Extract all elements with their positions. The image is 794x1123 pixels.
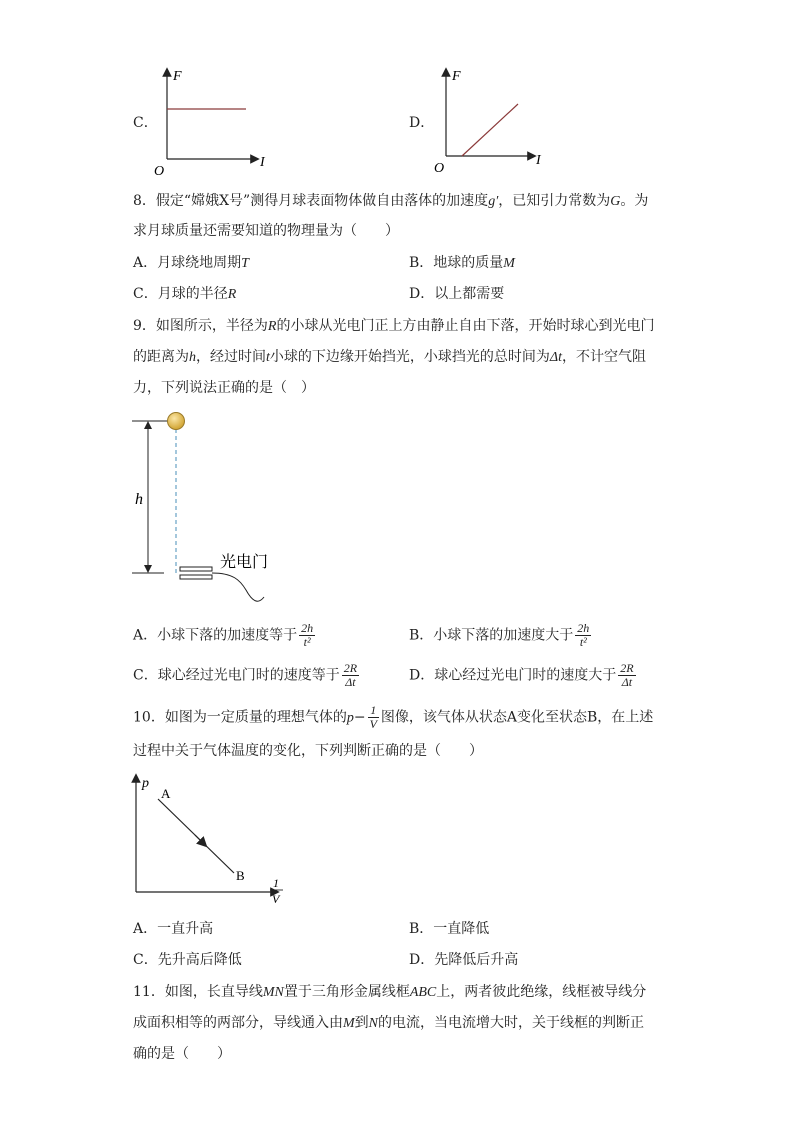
- q10-option-b[interactable]: B．一直降低: [409, 921, 490, 937]
- origin-label: O: [154, 164, 165, 179]
- q8-option-a[interactable]: A．月球绕地周期T: [133, 255, 249, 271]
- x-axis-label-den: V: [272, 892, 280, 906]
- origin-label: O: [434, 161, 445, 176]
- graph-line: [462, 104, 518, 156]
- photogate-lower-arm: [180, 575, 212, 579]
- q7-option-d-label: D．: [409, 115, 435, 131]
- q7-graph-d: [432, 64, 562, 179]
- q9-option-d[interactable]: D．球心经过光电门时的速度大于 $\frac{2R}{\Delta t}$: [409, 661, 634, 689]
- q8-option-b[interactable]: B．地球的质量M: [409, 255, 515, 271]
- q11-stem-line2: 成面积相等的两部分，导线通入由M到N的电流，当电流增大时，关于线框的判断正: [133, 1015, 645, 1031]
- photogate-upper-arm: [180, 567, 212, 571]
- q11-stem-line1: 11．如图，长直导线MN置于三角形金属线框ABC上，两者彼此绝缘，线框被导线分: [133, 984, 647, 1000]
- q10-stem-line2: 过程中关于气体温度的变化，下列判断正确的是（ ）: [133, 743, 483, 759]
- x-axis-label-num: 1: [273, 876, 279, 890]
- q9-stem-line2: 的距离为h，经过时间t小球的下边缘开始挡光，小球挡光的总时间为Δt，不计空气阻: [133, 349, 646, 365]
- q9-option-a[interactable]: A．小球下落的加速度等于 $\frac{2h}{\text{t²}}$: [133, 621, 314, 649]
- axis-x-label: I: [536, 153, 541, 168]
- q10-option-a[interactable]: A．一直升高: [133, 921, 214, 937]
- q8-option-c[interactable]: C．月球的半径R: [133, 286, 237, 302]
- h-label: h: [135, 491, 143, 508]
- q8-option-d[interactable]: D．以上都需要: [409, 286, 505, 302]
- q11-stem-line3: 确的是（ ）: [133, 1046, 231, 1062]
- state-b-label: B: [236, 868, 245, 883]
- axis-x-label: I: [260, 155, 265, 170]
- photogate-label: 光电门: [220, 554, 269, 571]
- p-axis-label: p: [142, 776, 149, 791]
- q10-pv-graph: [125, 770, 295, 910]
- ball: [168, 413, 185, 430]
- q8-stem-line2: 求月球质量还需要知道的物理量为（ ）: [133, 223, 399, 239]
- q9-stem-line3: 力，下列说法正确的是（ ）: [133, 380, 315, 396]
- q9-option-b[interactable]: B．小球下落的加速度大于 $\frac{2h}{\text{t²}}$: [409, 621, 590, 649]
- q10-option-d[interactable]: D．先降低后升高: [409, 952, 519, 968]
- axis-y-label: F: [452, 69, 461, 84]
- q9-option-c[interactable]: C．球心经过光电门时的速度等于 $\frac{2R}{\Delta t}$: [133, 661, 358, 689]
- axis-y-label: F: [173, 69, 182, 84]
- q7-option-c-label: C．: [133, 115, 158, 131]
- q8-stem-line1: 8．假定“嫦娥Ⅹ号”测得月球表面物体做自由落体的加速度g′，已知引力常数为G。为: [133, 193, 649, 209]
- q7-graph-c: [150, 64, 280, 179]
- q10-option-c[interactable]: C．先升高后降低: [133, 952, 242, 968]
- photogate-cable: [212, 573, 264, 601]
- q9-stem-line1: 9．如图所示，半径为R的小球从光电门正上方由静止自由下落，开始时球心到光电门: [133, 318, 655, 334]
- process-direction-arrow: [195, 835, 204, 844]
- q9-figure: [128, 405, 288, 610]
- state-a-label: A: [161, 786, 171, 801]
- q10-stem-line1: 10．如图为一定质量的理想气体的p− $\frac{1}{V}$ 图像，该气体从状态A变化至状态B，在上述: [133, 703, 654, 731]
